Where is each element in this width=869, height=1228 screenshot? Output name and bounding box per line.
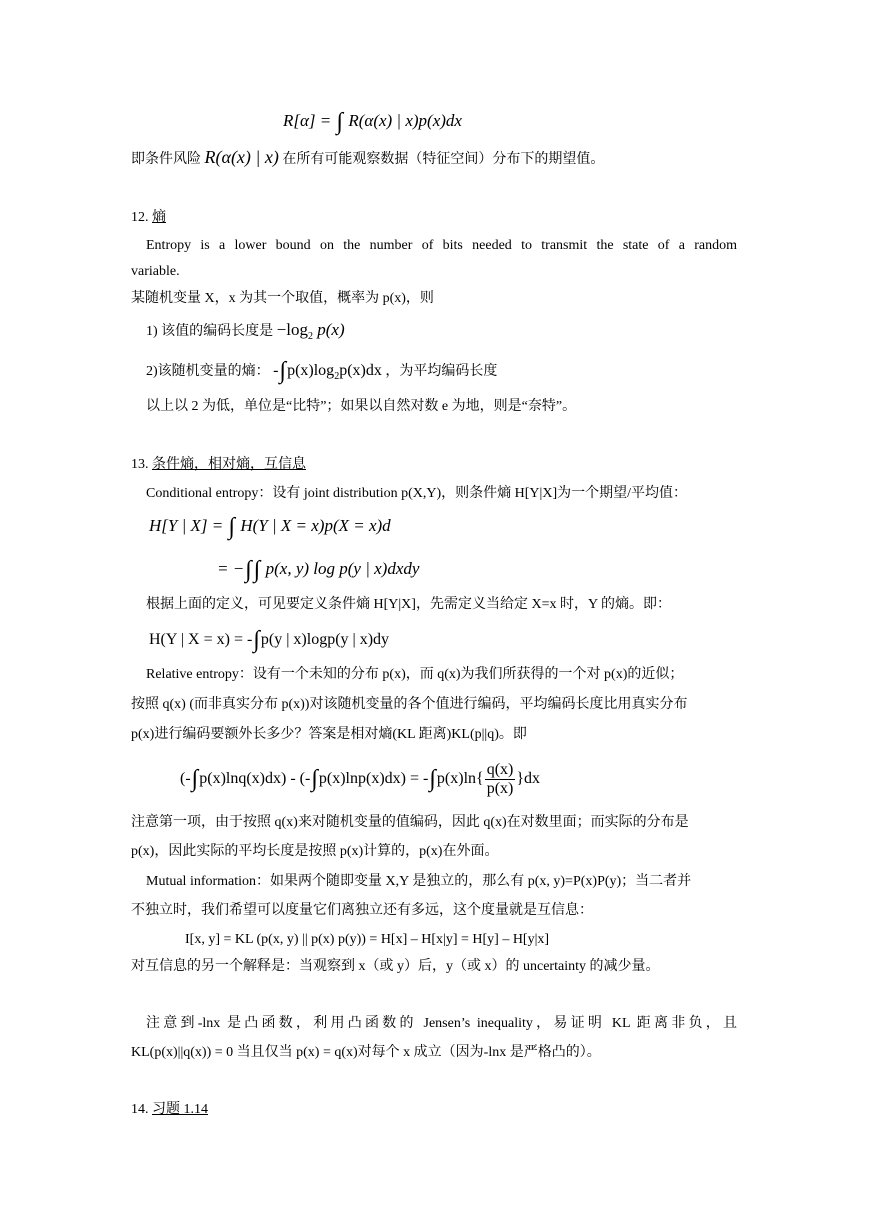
base-note: 以上以 2 为低，单位是“比特”；如果以自然对数 e 为地，则是“奈特”。 (146, 399, 577, 414)
section-13-heading: 13. 条件熵，相对熵，互信息 (131, 457, 306, 472)
entropy-en-line-2: variable. (131, 264, 180, 279)
section-12-heading: 12. 熵 (131, 210, 166, 225)
item-2: 2)该随机变量的熵： $-\int p(x)\log_2p(x)dx$ ，为平均编码长度 (146, 358, 498, 384)
jensen-line-2: KL(p(x)||q(x)) = 0 当且仅当 p(x) = q(x)对每个 x 成立（因为-lnx 是严格凸的）。 (131, 1045, 601, 1060)
risk-formula: R[α] = ∫ R(α(x) | x)p(x)dx (283, 109, 462, 135)
mutual-info-line-2: 不独立时，我们希望可以度量它们离独立还有多远，这个度量就是互信息： (131, 903, 593, 918)
relative-entropy-line-3: p(x)进行编码要额外长多少？答案是相对熵(KL 距离)KL(p||q)。即 (131, 727, 527, 742)
entropy-en-line-1: Entropy is a lower bound on the number of bits needed to transmit the state of a random (146, 238, 737, 253)
jensen-line-1: 注意到-lnx 是凸函数，利用凸函数的 Jensen’s inequality，易证明 KL 距离非负，且 (146, 1016, 737, 1031)
conditional-entropy-intro: Conditional entropy：设有 joint distribution p(X,Y)，则条件熵 H[Y|X]为一个期望/平均值： (146, 486, 687, 501)
section-14-heading: 14. 习题 1.14 (131, 1102, 208, 1117)
cond-entropy-formula-1: H[Y | X] = ∫ H(Y | X = x)p(X = x)d (149, 514, 391, 540)
cond-entropy-formula-2: = −∫∫ p(x, y) log p(y | x)dxdy (217, 557, 420, 583)
cond-entropy-definition: 根据上面的定义，可见要定义条件熵 H[Y|X]，先需定义当给定 X=x 时，Y 的熵。即： (146, 597, 672, 612)
note-line-2: p(x)，因此实际的平均长度是按照 p(x)计算的，p(x)在外面。 (131, 844, 499, 859)
item-1: 1) 该值的编码长度是 $-\log_2$ p(x) (146, 320, 345, 342)
mutual-info-formula: I[x, y] = KL (p(x, y) || p(x) p(y)) = H[x] – H[x|y] = H[y] – H[y|x] (185, 932, 550, 947)
mutual-info-line-1: Mutual information：如果两个随即变量 X,Y 是独立的，那么有 p(x, y)=P(x)P(y)；当二者并 (146, 874, 692, 889)
relative-entropy-line-2: 按照 q(x) (而非真实分布 p(x))对该随机变量的各个值进行编码，平均编码长度比用真实分布 (131, 697, 688, 712)
relative-entropy-line-1: Relative entropy：设有一个未知的分布 p(x)，而 q(x)为我们所获得的一个对 p(x)的近似； (146, 667, 684, 682)
cond-entropy-given-x-formula: H(Y | X = x) = -∫p(y | x)logp(y | x)dy (149, 627, 390, 653)
risk-explanation: 即条件风险 R(α(x) | x) 在所有可能观察数据（特征空间）分布下的期望值。 (131, 147, 605, 167)
random-variable-line: 某随机变量 X，x 为其一个取值，概率为 p(x)，则 (131, 291, 434, 306)
kl-formula: (-∫p(x)lnq(x)dx) - (-∫p(x)lnp(x)dx) = -∫p(x)ln{ $\frac{q(x)}{p(x)}$ }dx (180, 760, 541, 797)
mutual-info-line-3: 对互信息的另一个解释是：当观察到 x（或 y）后，y（或 x）的 uncertainty 的减少量。 (131, 959, 660, 974)
note-line-1: 注意第一项，由于按照 q(x)来对随机变量的值编码，因此 q(x)在对数里面；而实际的分布是 (131, 815, 689, 830)
